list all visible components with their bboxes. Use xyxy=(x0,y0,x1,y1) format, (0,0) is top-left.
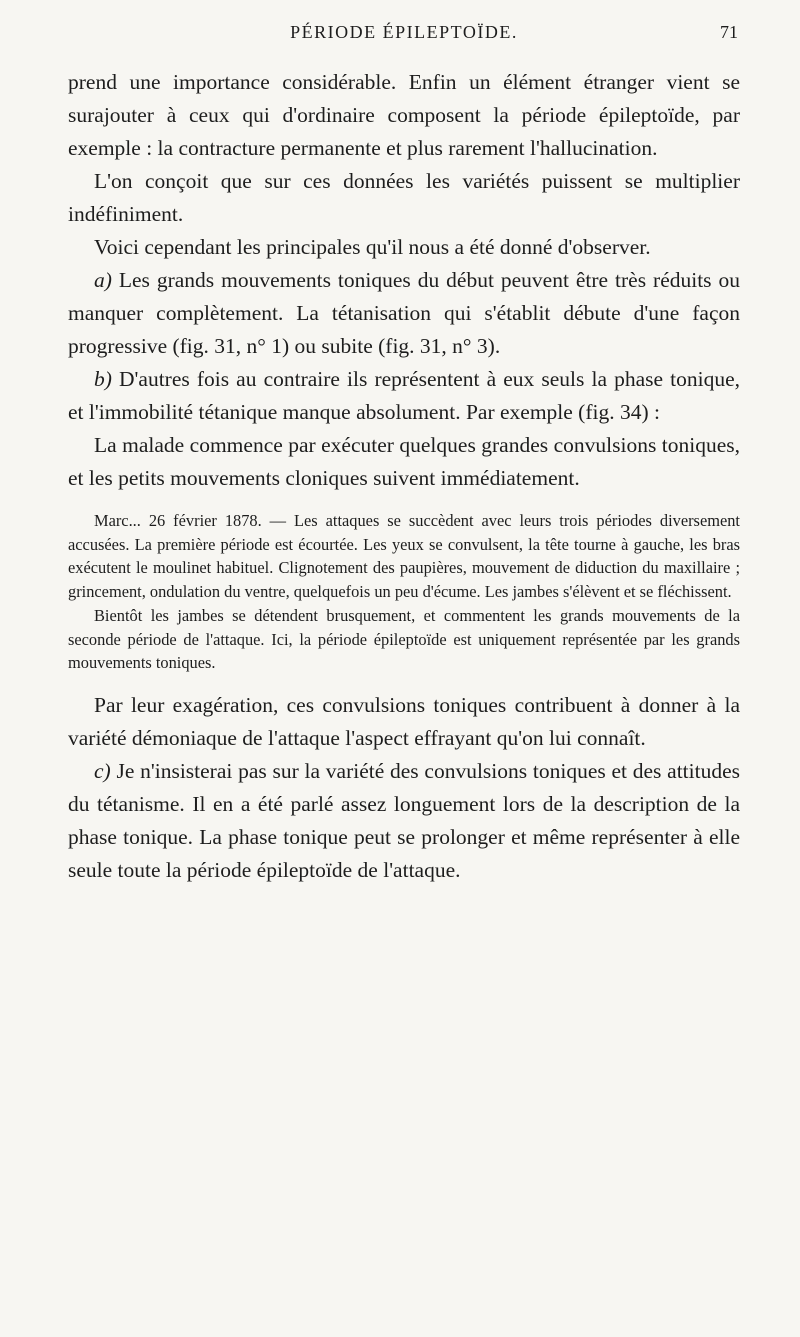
book-page xyxy=(68,22,740,887)
paragraph-c-text: Je n'insisterai pas sur la variété des convulsions toniques et des attitudes du tétanisme. Il en a été parlé assez longuement lors de la description de la phase tonique. La phase tonique peut se prolonger et même représenter à elle seule toute la période épileptoïde de l'attaque. xyxy=(68,758,740,882)
running-head xyxy=(68,22,740,52)
case-note-paragraph-2: Bientôt les jambes se détendent brusquement, et commentent les grands mouvements de la seconde période de l'attaque. Ici, la période épileptoïde est uniquement représentée par les grands mouvements toniques. xyxy=(68,605,740,673)
case-note-paragraph-1: Marc... 26 février 1878. — Les attaques se succèdent avec leurs trois périodes diversement accusées. La première période est écourtée. Les yeux se convulsent, la tête tourne à gauche, les bras exécutent le moulinet habituel. Clignotement des paupières, mouvement de diduction du maxillaire ; grincement, ondulation du ventre, quelquefois un peu d'écume. Les jambes s'élèvent et se fléchissent. xyxy=(68,511,740,602)
item-letter-c: c) xyxy=(94,758,111,783)
case-note xyxy=(68,509,740,675)
paragraph-1: prend une importance considérable. Enfin un élément étranger vient se surajouter à ceux qui d'ordinaire composent la période épileptoïde, par exemple : la contracture permanente et plus rarement l'hallucination. xyxy=(68,70,740,160)
paragraph-2: L'on conçoit que sur ces données les variétés puissent se multiplier indéfiniment. xyxy=(68,169,740,226)
paragraph-b xyxy=(68,363,740,429)
paragraph-b-text: D'autres fois au contraire ils représentent à eux seuls la phase tonique, et l'immobilité tétanique manque absolument. Par exemple (fig. 34) : xyxy=(68,367,740,424)
paragraph-a xyxy=(68,264,740,363)
paragraph-3: Voici cependant les principales qu'il nous a été donné d'observer. xyxy=(94,235,651,259)
paragraph-7: Par leur exagération, ces convulsions toniques contribuent à donner à la variété démoniaque de l'attaque l'aspect effrayant qu'on lui connaît. xyxy=(68,692,740,750)
paragraph-c xyxy=(68,755,740,887)
item-letter-a: a) xyxy=(94,268,112,292)
paragraph-6: La malade commence par exécuter quelques grandes convulsions toniques, et les petits mouvements cloniques suivent immédiatement. xyxy=(68,433,740,490)
paragraph-a-text: Les grands mouvements toniques du début peuvent être très réduits ou manquer complètement. La tétanisation qui s'établit débute d'une façon progressive (fig. 31, n° 1) ou subite (fig. 31, n° 3). xyxy=(68,268,740,358)
item-letter-b: b) xyxy=(94,367,112,391)
page-number: 71 xyxy=(720,22,738,42)
running-title: PÉRIODE ÉPILEPTOÏDE. xyxy=(290,22,518,42)
